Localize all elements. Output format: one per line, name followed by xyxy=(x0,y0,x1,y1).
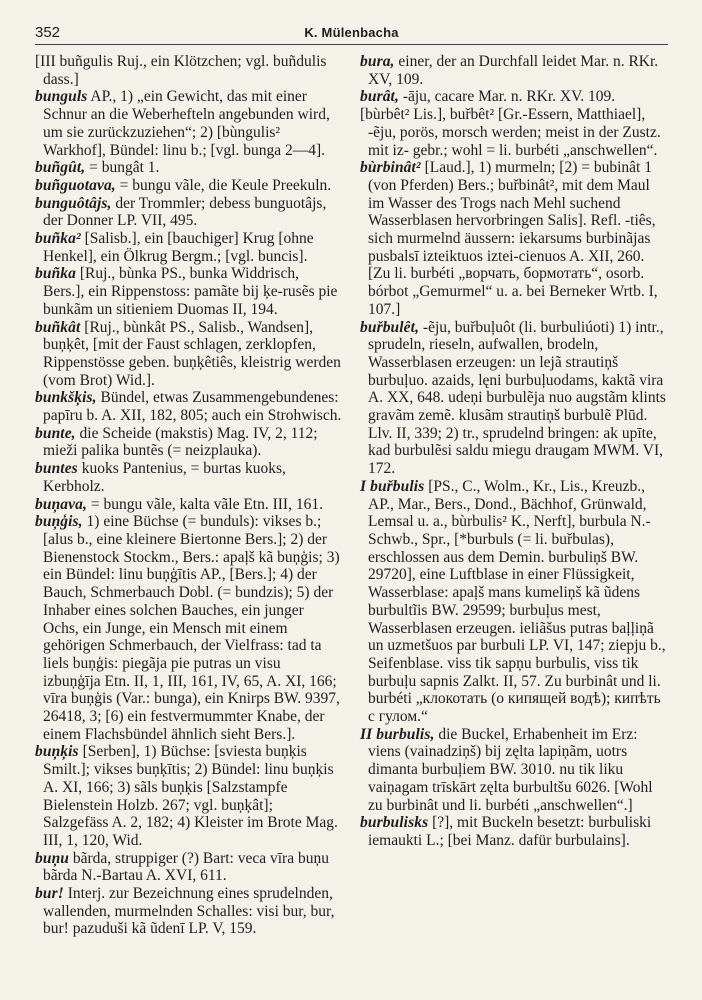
dictionary-entry xyxy=(360,88,667,106)
entry-text: [III buñgulis Ruj., ein Klötzchen; vgl. buñdulis dass.] xyxy=(35,53,327,88)
entry-text: einer, der an Durchfall leidet Mar. n. RKr. XV, 109. xyxy=(368,53,659,88)
dictionary-entry xyxy=(35,195,342,230)
entry-headword: buñguotava, xyxy=(35,176,116,194)
left-column xyxy=(35,53,342,938)
dictionary-entry xyxy=(35,885,342,938)
dictionary-entry xyxy=(360,53,667,88)
dictionary-entry xyxy=(360,106,667,159)
dictionary-entry xyxy=(35,88,342,159)
running-title: K. Mülenbacha xyxy=(304,25,399,40)
two-column-body xyxy=(35,53,668,938)
entry-headword: buñkât xyxy=(35,318,81,336)
entry-headword: bur! xyxy=(35,885,64,903)
entry-text: [PS., C., Wolm., Kr., Lis., Kreuzb., AP., Mar., Bers., Dond., Bächhof, Grünwald, Lemsal u. a., bùrbulis² K., Nerft], burbula N.-Schwb., Spr., [*burbuls (= li. buřbulas), erschlossen aus dem Demin. burbuliņš BW. 29720], eine Luftblase in einer Flüssigkeit, Wasserblase: apaļš mans kumeliņš kã ũdens burbultĩis BW. 29599; burbuļus mest, Wasserblasen erzeugen. ieliãšus putras baļļiņã un uzmetšuos par burbuli LP. VI, 147; ziepju b., Seifenblase. viss tik sapņu burbulis, viss tik burbuļu sapnis Zalkt. II, 57. Zu burbinât und li. burbéti „клокотать (о кипящей водѣ); кипѣть с гулом.“ xyxy=(368,477,666,726)
dictionary-entry xyxy=(35,177,342,195)
entry-text: [Serben], 1) Büchse: [sviesta buņķis Smilt.]; vikses buņķītis; 2) Bündel: linu buņķis A. XI, 166; 3) sãls buņķis [Salzstampfe Bielenstein Holzb. 267; vgl. buņķât]; Salzgefäss A. 2, 182; 4) Kleister im Brote Mag. III, 1, 120, Wid. xyxy=(43,743,338,849)
dictionary-entry xyxy=(35,743,342,849)
entry-text: 1) eine Büchse (= bunduls): vikses b.; [alus b., eine kleinere Biertonne Bers.]; 2) der Bienenstock Stockm., Bers.: apaļš kã buņģis; 3) ein Bündel: linu buņģītis AP., [Bers.]; 4) der Bauch, Schmerbauch Dobl. (= bundzis); 5) der Inhaber eines solchen Bauches, ein junger Ochs, ein Junge, ein Mensch mit einem gehörigen Schmerbauch, der Vielfrass: tad ta liels buņģis: piegãja pie putras un visu izbuņģīja Etn. II, 1, III, 161, IV, 65, A. XI, 166; vīra buņģis (Var.: bunga), ein Knirps BW. 9397, 26418, 3; [6) ein festvermummter Knabe, der einem Flachsbündel ähnlich sieht Bers.]. xyxy=(43,513,340,743)
entry-headword: buñgût, xyxy=(35,159,86,177)
entry-headword: I buřbulis xyxy=(360,477,425,495)
entry-text: -ẽju, buřbuļuôt (li. burbuliúoti) 1) intr., sprudeln, rieseln, aufwallen, brodeln, Wasserblasen erzeugen: un lejã strautiņš burbuļuo. azaids, lęni burbuļuodams, kaktã vira A. XX, 648. udeņi burbulẽja nuo augstãm klints gravãm zemẽ. klusãm strautiņš burbulẽ Plūd. Llv. II, 339; 2) tr., sprudelnd bringen: ak upīte, kad burbulẽsi saldu miegu draugam MWM. VI, 172. xyxy=(368,318,666,478)
entry-text: -āju, cacare Mar. n. RKr. XV. 109. xyxy=(398,88,616,106)
entry-headword: bunguôtâjs, xyxy=(35,194,112,212)
entry-text: der Trommler; debess bunguotâjs, der Donner LP. VII, 495. xyxy=(43,194,327,230)
entry-headword: buřbulêt, xyxy=(360,318,420,336)
entry-text: = bungât 1. xyxy=(85,159,160,177)
entry-text: [Salisb.], ein [bauchiger] Krug [ohne Henkel], ein Ölkrug Bergm.; [vgl. buncis]. xyxy=(43,230,314,265)
entry-headword: bùrbinât² xyxy=(360,159,421,177)
entry-text: = bungu vãle, die Keule Preekuln. xyxy=(115,176,332,194)
dictionary-entry xyxy=(35,460,342,495)
right-column xyxy=(360,53,667,938)
entry-headword: buņķis xyxy=(35,743,79,761)
dictionary-entry xyxy=(35,265,342,318)
dictionary-entry xyxy=(360,319,667,478)
entry-text: = bungu vãle, kalta vãle Etn. III, 161. xyxy=(86,495,323,513)
entry-text: [bùrbêt² Lis.], buřbêt² [Gr.-Essern, Matthiael], -ẽju, porös, morsch werden; meist in der Zustz. mit iz- gebr.; wohl = li. burbéti „anschwellen“. xyxy=(360,106,661,159)
entry-text: bãrda, struppiger (?) Bart: veca vīra buņu bãrda N.-Bartau A. XVI, 611. xyxy=(43,849,329,885)
entry-text: [Ruj., bùnka PS., bunka Widdrisch, Bers.], ein Rippenstoss: pamãte bij ķe-rusẽs pie bunkãm un sitieniem Duomas II, 194. xyxy=(43,265,338,318)
entry-text: AP., 1) „ein Gewicht, das mit einer Schnur an die Weberhefteln angebunden wird, um sie zurückzuziehen“; 2) [bùngulis² Warkhof], Bündel: linu b.; [vgl. bunga 2—4]. xyxy=(43,88,330,159)
entry-headword: buņu xyxy=(35,849,70,867)
entry-headword: burât, xyxy=(360,88,399,106)
dictionary-entry xyxy=(35,496,342,514)
dictionary-entry xyxy=(35,389,342,424)
page-number: 352 xyxy=(35,24,61,41)
entry-headword: buņģis, xyxy=(35,513,83,531)
dictionary-entry xyxy=(35,53,342,88)
entry-headword: buņava, xyxy=(35,495,87,513)
entry-text: Interj. zur Bezeichnung eines sprudelnden, wallenden, murmelnden Schalles: visi bur, bur, bur! pazuduši kã ũdenī LP. V, 159. xyxy=(43,885,335,938)
entry-headword: bunte, xyxy=(35,424,76,442)
dictionary-entry xyxy=(360,478,667,726)
entry-text: die Scheide (makstis) Mag. IV, 2, 112; mieži palika buntẽs (= neizplauka). xyxy=(43,424,318,460)
entry-headword: bura, xyxy=(360,53,395,70)
dictionary-entry xyxy=(360,159,667,318)
entry-headword: burbulisks xyxy=(360,814,429,832)
dictionary-entry xyxy=(35,513,342,743)
dictionary-entry xyxy=(35,425,342,460)
dictionary-entry xyxy=(35,230,342,265)
entry-text: die Buckel, Erhabenheit im Erz: viens (vainadziņš) bij zęlta lapiņãm, uotrs dimanta burbuļiem BW. 3010. nu tik liku vaiņagam trīskārt zęlta burbultšu 6026. [Wohl zu burbinât und li. burbéti „anschwellen“.] xyxy=(368,725,653,814)
dictionary-entry xyxy=(35,319,342,390)
entry-headword: bunkšķis, xyxy=(35,389,97,407)
dictionary-entry xyxy=(35,850,342,885)
entry-text: Bündel, etwas Zusammengebundenes: papīru b. A. XII, 182, 805; auch ein Strohwisch. xyxy=(43,389,342,425)
dictionary-entry xyxy=(360,814,667,849)
entry-text: [Ruj., bùnkât PS., Salisb., Wandsen], buņķêt, [mit der Faust schlagen, zerklopfen, Rippenstösse geben. buņķêtiês, kleistrig werden (vom Brot) Wid.]. xyxy=(43,318,341,389)
dictionary-entry xyxy=(35,159,342,177)
running-head xyxy=(35,22,668,45)
entry-headword: buñka xyxy=(35,265,76,283)
entry-text: [Laud.], 1) murmeln; [2) = bubinât 1 (von Pferden) Bers.; buřbinât², mit dem Maul im Wasser des Trogs nach Mehl suchend Wasserblasen hervorbringen Salis]. Refl. -tiês, sich murmelnd äussern: iekarsums burbinãjas pusbalsī izteiktuos iztei-cienuos A. XII, 260. [Zu li. burbéti „ворчать, бормотать“, osorb. bórbot „Gemurmel“ u. a. bei Berneker Wrtb. I, 107.] xyxy=(368,159,658,318)
entry-text: [?], mit Buckeln besetzt: burbuliski iemaukti L.; [bei Manz. dafür burbulains]. xyxy=(368,814,652,849)
entry-headword: buntes xyxy=(35,460,78,478)
entry-headword: II burbulis, xyxy=(360,725,435,743)
entry-headword: bunguls xyxy=(35,88,88,106)
dictionary-entry xyxy=(360,726,667,815)
entry-headword: buñka² xyxy=(35,230,81,248)
entry-text: kuoks Pantenius, = burtas kuoks, Kerbholz. xyxy=(43,460,286,495)
